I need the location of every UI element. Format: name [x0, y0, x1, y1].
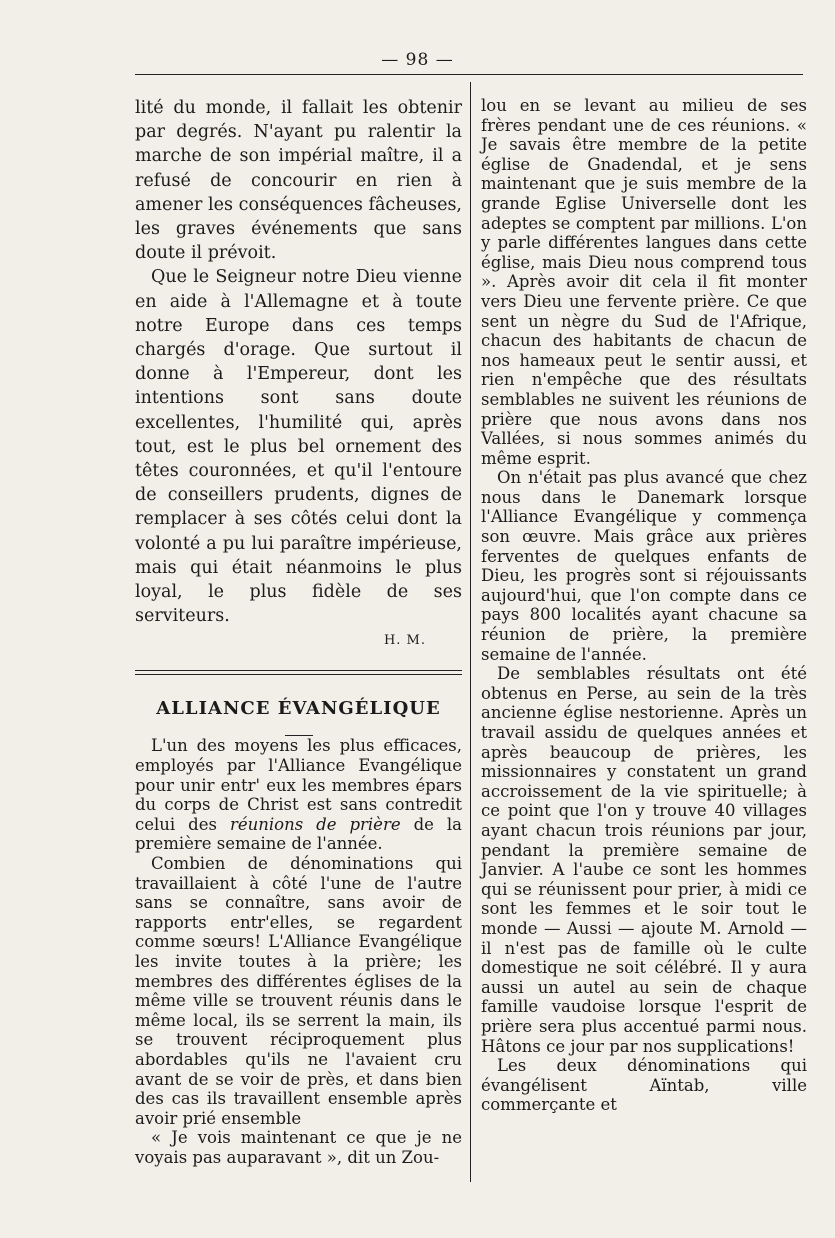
intro-paragraph — [135, 736, 462, 854]
quote-paragraph: « Je vois maintenant ce que je ne voyais pas auparavant », dit un Zou- — [135, 1128, 462, 1167]
denmark-paragraph: On n'était pas plus avancé que chez nous dans le Danemark lorsque l'Alliance Evangélique y commença son œuvre. Mais grâce aux prières ferventes de quelques enfants de Dieu, les progrès sont si réjouissants aujourd'hui, que l'on compte dans ce pays 800 localités ayant chacune sa réunion de prière, la première semaine de l'année. — [481, 468, 807, 664]
persia-paragraph: De semblables résultats ont été obtenus en Perse, au sein de la très ancienne église nestorienne. Après un travail assidu de quelques années et après beaucoup de prières, les missionnaires y constatent un grand accroissement de la vie spirituelle; à ce point que l'on y trouve 40 villages ayant chacun trois réunions par jour, pendant la première semaine de Janvier. A l'aube ce sont les hommes qui se réunissent pour prier, à midi ce sont les femmes et le soir tout le monde — Aussi — ajoute M. Arnold — il n'est pas de famille où le culte domestique ne soit célébré. Il y aura aussi un autel au sein de chaque famille vaudoise lorsque l'esprit de prière sera plus accentué parmi nous. Hâtons ce jour par nos supplications! — [481, 664, 807, 1056]
author-signature: H. M. — [383, 633, 426, 649]
intro-text-start: L'un des moyens les plus efficaces, employés par l'Alliance Evangélique pour unir entr' eux les membres épars du corps de Christ est sans contredit celui des — [135, 736, 462, 834]
right-column — [481, 96, 807, 1115]
section-separator — [135, 670, 462, 675]
intro-emphasis: réunions de prière — [229, 814, 401, 834]
column-divider — [470, 82, 471, 1182]
page-number: — 98 — — [381, 50, 454, 70]
header-rule — [135, 74, 803, 75]
continuation-paragraph: lité du monde, il fallait les obtenir par degrés. N'ayant pu ralentir la marche de son impérial maître, il a refusé de concourir en rien à amener les conséquences fâcheuses, les graves événements que sans doute il prévoit. — [135, 98, 462, 264]
zulu-paragraph: lou en se levant au milieu de ses frères pendant une de ces réunions. « Je savais être membre de la petite église de Gnadendal, et je sens maintenant que je suis membre de la grande Eglise Universelle dont les adeptes se comptent par millions. L'on y parle différentes langues dans cette église, mais Dieu nous comprend tous ». Après avoir dit cela il fit monter vers Dieu une fervente prière. Ce que sent un nègre du Sud de l'Afrique, chacun des habitants de chacun de nos hameaux peut le sentir aussi, et rien n'empêche que des résultats semblables ne suivent les réunions de prière que nous avons dans nos Vallées, si nous sommes animés du même esprit. — [481, 96, 807, 468]
denominations-paragraph: Combien de dénominations qui travaillaient à côté l'une de l'autre sans se connaître, sans avoir de rapports entr'elles, se regardent comme sœurs! L'Alliance Evangélique les invite toutes à la prière; les membres des différentes églises de la même ville se trouvent réunis dans le même local, ils se serrent la main, ils se trouvent réciproquement plus abordables qu'ils ne l'avaient cru avant de se voir de près, et dans bien des cas ils travaillent ensemble après avoir prié ensemble — [135, 854, 462, 1128]
intro-text-end: de la première semaine de l'année. — [135, 814, 462, 854]
prayer-paragraph: Que le Seigneur notre Dieu vienne en aide à l'Allemagne et à toute notre Europe dans ces temps chargés d'orage. Que surtout il donne à l'Empereur, dont les intentions sont sans doute excellentes, l'humilité qui, après tout, est le plus bel ornement des têtes couronnées, et qu'il l'entoure de conseillers prudents, dignes de remplacer à ses côtés celui dont la volonté a pu lui paraître impérieuse, mais qui était néanmoins le plus loyal, le plus fidèle de ses serviteurs. — [135, 267, 462, 627]
section-title: ALLIANCE ÉVANGÉLIQUE — [156, 698, 441, 720]
aintab-paragraph: Les deux dénominations qui évangélisent Aïntab, ville commerçante et — [481, 1056, 807, 1115]
left-column — [135, 96, 462, 1168]
